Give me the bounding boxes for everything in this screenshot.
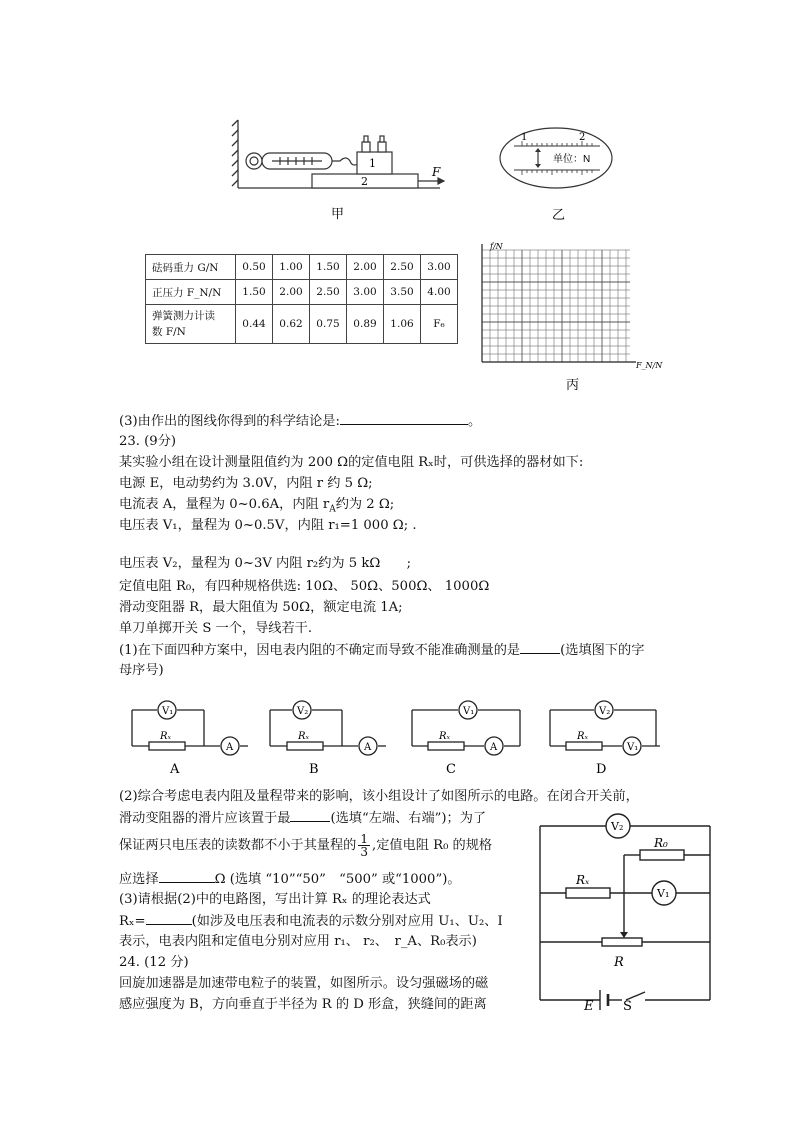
- item-a-sub: A: [329, 504, 336, 515]
- p2-text-d: ,定值电阻 R₀ 的规格: [372, 838, 493, 853]
- table-cell: 3.00: [347, 280, 384, 305]
- q23-intro: 某实验小组在设计测量阻值约为 200 Ω的定值电阻 Rₓ时，可供选择的器材如下:: [119, 455, 584, 470]
- row-label-line: 数 F/N: [152, 326, 186, 338]
- q24-line1: 回旋加速器是加速带电粒子的装置，如图所示。设匀强磁场的磁: [119, 976, 489, 991]
- q23-part2-line3: [119, 832, 492, 860]
- option-label-c: C: [446, 762, 456, 777]
- q23-item-r0: 定值电阻 R₀，有四种规格供选: 10Ω、 50Ω、500Ω、 1000Ω: [119, 579, 490, 594]
- answer-blank[interactable]: [520, 639, 560, 654]
- opt-b-meter-a: A: [364, 742, 372, 753]
- scale-tick-2: 2: [579, 132, 586, 143]
- table-cell: 4.00: [421, 280, 458, 305]
- item-a-text: 电流表 A，量程为 0~0.6A，内阻 r: [119, 497, 330, 512]
- table-cell: 0.50: [236, 255, 273, 280]
- option-label-b: B: [309, 762, 319, 777]
- answer-blank[interactable]: [146, 910, 192, 925]
- q23-item-r: 滑动变阻器 R，最大阻值为 50Ω，额定电流 1A;: [119, 600, 403, 615]
- q23-item-s: 单刀单掷开关 S 一个，导线若干.: [119, 621, 313, 636]
- row-label: 正压力 F_N/N: [146, 280, 236, 305]
- frac-num: 1: [360, 832, 369, 846]
- circuit-e-label: E: [584, 999, 594, 1014]
- q22-part3: [119, 410, 481, 432]
- answer-blank[interactable]: [340, 410, 468, 425]
- fraction-one-third: [358, 833, 370, 858]
- q23-part2-line2: [119, 807, 486, 829]
- p3-text-b: (如涉及电压表和电流表的示数分别对应用 U₁、U₂、I: [191, 914, 503, 929]
- table-cell: 1.06: [384, 305, 421, 344]
- q23-item-e: 电源 E，电动势约为 3.0V，内阻 r 约 5 Ω;: [119, 476, 373, 491]
- option-circuits: [0, 690, 794, 780]
- block-2-label: 2: [361, 175, 368, 188]
- opt-a-rx: Rₓ: [160, 731, 172, 742]
- p2-text-f: Ω (选填 “10”“50” “500” 或“1000”)。: [214, 872, 461, 887]
- q23-part3-line3: 表示，电表内阻和定值电分别对应用 r₁、 r₂、 r_A、R₀表示): [119, 934, 477, 949]
- table-cell: 2.50: [384, 255, 421, 280]
- q23-part2-line4: [119, 868, 461, 890]
- table-cell: 0.75: [310, 305, 347, 344]
- opt-d-meter-v1: V₁: [627, 742, 639, 753]
- q23-part3-line2: [119, 910, 503, 932]
- row-label-line: 弹簧测力计读: [152, 310, 215, 322]
- q24-heading: 24. (12 分): [119, 955, 189, 970]
- q23-item-v2: 电压表 V₂，量程为 0~3V 内阻 r₂约为 5 kΩ ;: [119, 556, 412, 571]
- p2-text-e: 应选择: [119, 872, 159, 887]
- graph-y-label: f/N: [490, 242, 503, 251]
- table-row: [146, 280, 458, 305]
- circuit-v2-label: V₂: [611, 820, 624, 833]
- opt-d-rx: Rₓ: [577, 731, 589, 742]
- frac-den: 3: [360, 845, 369, 859]
- p1-text: (1)在下面四种方案中，因电表内阻的不确定而导致不能准确测量的是: [119, 643, 521, 658]
- table-cell: 3.50: [384, 280, 421, 305]
- p2-text-c: 保证两只电压表的读数都不小于其量程的: [119, 838, 357, 853]
- block-1-label: 1: [369, 157, 376, 170]
- scale-unit: 单位：N: [553, 154, 591, 165]
- caption-jia: 甲: [331, 207, 345, 222]
- spring-scale: [246, 153, 358, 169]
- caption-bing: 丙: [566, 378, 580, 393]
- q23-part1-line2: 母序号): [119, 663, 164, 678]
- table-cell: 2.00: [347, 255, 384, 280]
- answer-blank[interactable]: [159, 868, 215, 883]
- data-table: [145, 254, 458, 344]
- q23-part2-line1: (2)综合考虑电表内阻及量程带来的影响，该小组设计了如图所示的电路。在闭合开关前，: [119, 789, 639, 804]
- opt-c-rx: Rₓ: [439, 731, 451, 742]
- table-row: [146, 255, 458, 280]
- table-cell: 2.50: [310, 280, 347, 305]
- table-cell: 0.89: [347, 305, 384, 344]
- graph-x-label: F_N/N: [636, 361, 663, 370]
- q22-part3-prompt: (3)由作出的图线你得到的科学结论是:: [119, 414, 340, 429]
- table-cell: 1.50: [236, 280, 273, 305]
- table-row: [146, 305, 458, 344]
- opt-c-meter-a: A: [490, 742, 498, 753]
- circuit-rx-label: Rₓ: [576, 873, 590, 887]
- table-cell: 3.00: [421, 255, 458, 280]
- answer-blank[interactable]: [290, 807, 330, 822]
- row-label: 砝码重力 G/N: [146, 255, 236, 280]
- opt-c-meter-v: V₁: [463, 706, 475, 717]
- item-a-end: 约为 2 Ω;: [335, 497, 395, 512]
- q24-line2: 感应强度为 B，方向垂直于半径为 R 的 D 形盒，狭缝间的距离: [119, 997, 487, 1012]
- caption-yi: 乙: [552, 208, 566, 223]
- force-label: F: [432, 165, 441, 179]
- grid-graph: [482, 244, 636, 362]
- table-cell: 1.50: [310, 255, 347, 280]
- opt-d-meter-v2: V₂: [599, 706, 611, 717]
- opt-b-meter-v: V₂: [297, 706, 309, 717]
- table-cell: 0.44: [236, 305, 273, 344]
- option-label-d: D: [596, 762, 607, 777]
- table-cell: 0.62: [273, 305, 310, 344]
- option-label-a: A: [170, 762, 180, 777]
- table-cell: 1.00: [273, 255, 310, 280]
- circuit-r0-label: R₀: [654, 836, 668, 850]
- circuit-s-label: S: [623, 999, 632, 1014]
- scale-tick-1: 1: [521, 132, 528, 143]
- opt-a-meter-v: V₁: [162, 706, 174, 717]
- q23-part3-line1: (3)请根据(2)中的电路图，写出计算 Rₓ 的理论表达式: [119, 892, 431, 907]
- q23-item-v1: 电压表 V₁，量程为 0~0.5V，内阻 r₁=1 000 Ω; .: [119, 518, 417, 533]
- opt-b-rx: Rₓ: [298, 731, 310, 742]
- p2-text-b: (选填“左端、右端”)；为了: [330, 811, 487, 826]
- table-cell: 2.00: [273, 280, 310, 305]
- opt-a-meter-a: A: [226, 742, 234, 753]
- row-label: [146, 305, 236, 344]
- table-cell: F₆: [421, 305, 458, 344]
- q23-part1-line1: [119, 639, 644, 661]
- p3-text: Rₓ=: [119, 914, 146, 929]
- circuit-v1-label: V₁: [657, 887, 670, 900]
- circuit-r-label: R: [614, 955, 624, 970]
- p1-text-b: (选填图下的字: [560, 643, 645, 658]
- q22-part3-suffix: 。: [467, 414, 482, 429]
- p2-text: 滑动变阻器的滑片应该置于最: [119, 811, 291, 826]
- q23-heading: 23. (9分): [119, 434, 177, 449]
